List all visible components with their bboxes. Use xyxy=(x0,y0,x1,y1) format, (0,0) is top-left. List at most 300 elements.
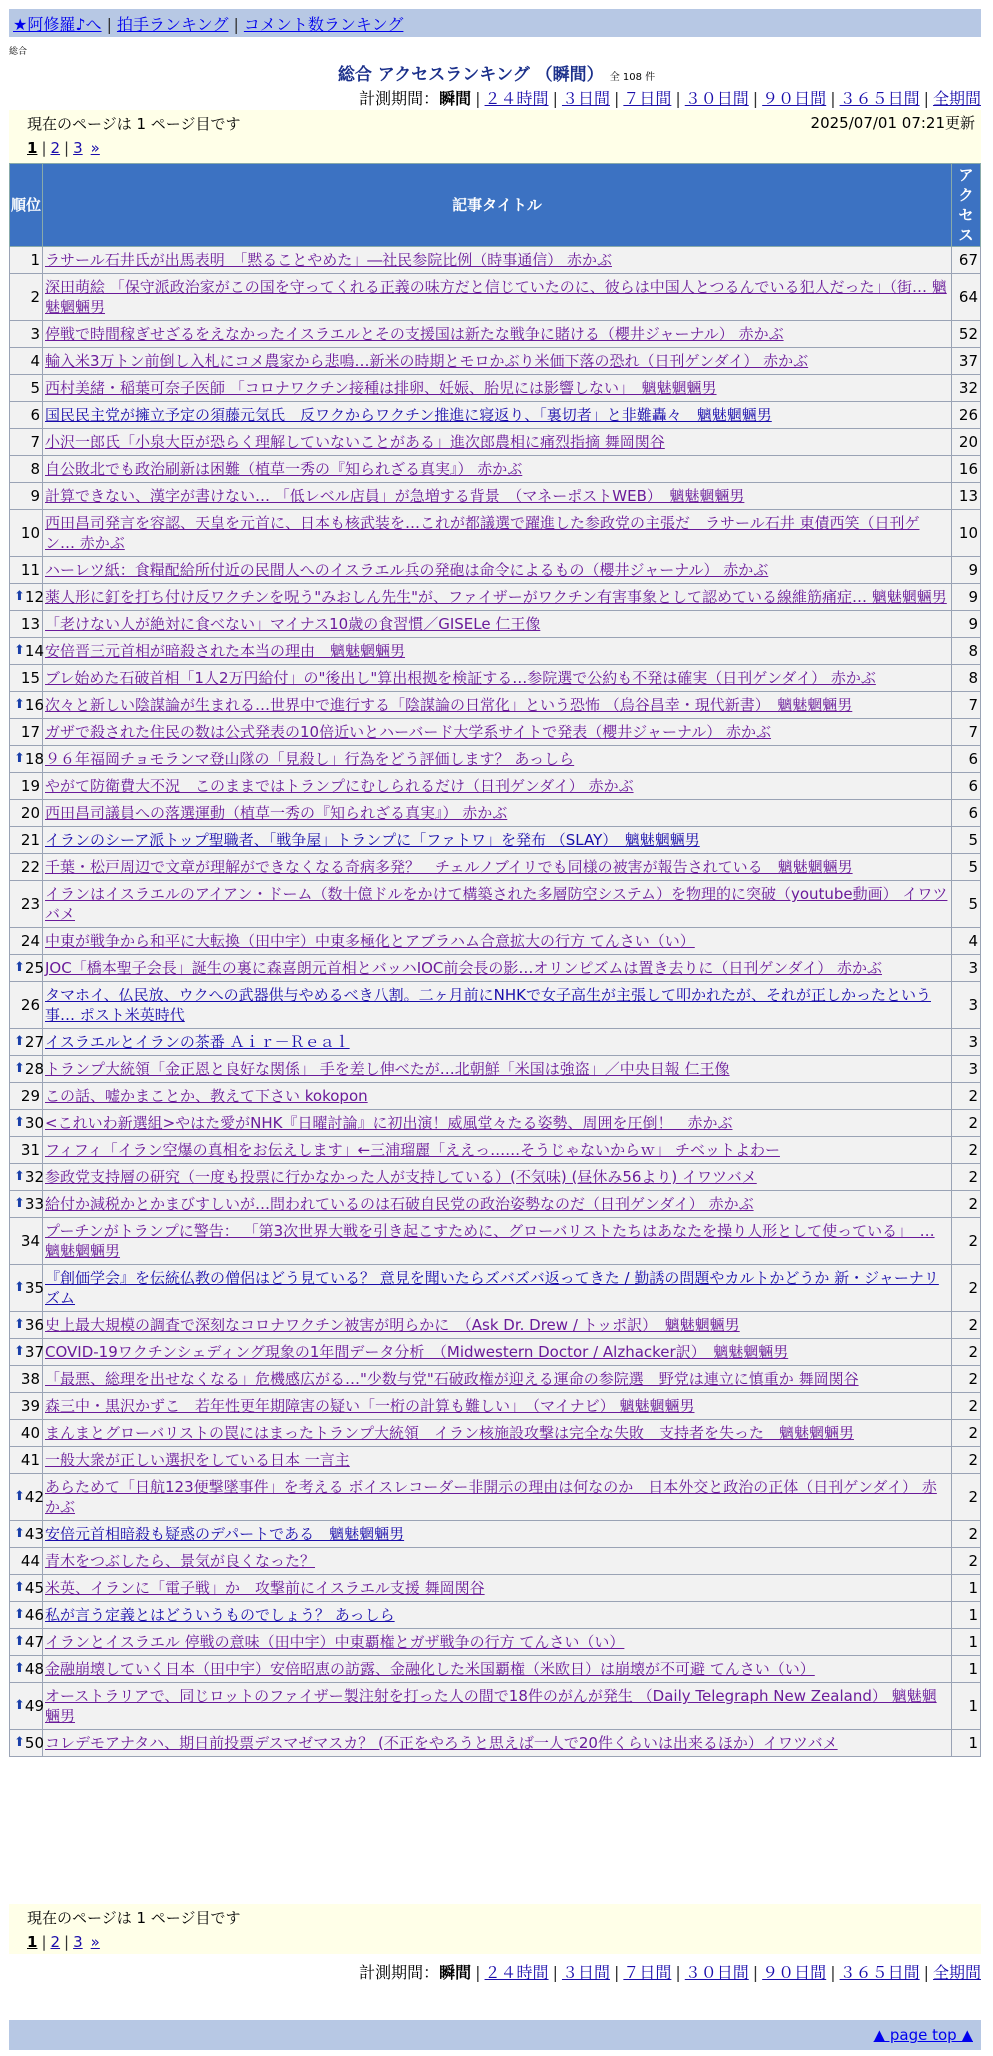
table-row xyxy=(10,1218,981,1265)
rank-up-arrow-icon: ⬆ xyxy=(14,1607,25,1622)
rank-number: 12 xyxy=(24,588,44,606)
rank-number: 24 xyxy=(20,932,40,950)
article-title-link[interactable]: <これいわ新選組>やはた愛がNHK『日曜討論』に初出演！威風堂々たる姿勢、周囲を圧倒！ 赤かぶ xyxy=(45,1114,733,1132)
period-link-3-bottom[interactable]: ３０日間 xyxy=(684,1963,749,1982)
title-cell xyxy=(43,1656,952,1683)
rank-number: 29 xyxy=(20,1087,40,1105)
rank-cell xyxy=(10,1474,43,1521)
rank-up-arrow-icon: ⬆ xyxy=(14,1526,25,1541)
period-link-4[interactable]: ９０日間 xyxy=(762,89,827,108)
period-link-2[interactable]: ７日間 xyxy=(623,89,672,108)
article-title-link[interactable]: 青木をつぶしたら、景気が良くなった？ xyxy=(45,1552,316,1570)
access-count: 2 xyxy=(952,1218,981,1265)
access-count: 1 xyxy=(952,1730,981,1757)
access-column-header: アクセス xyxy=(952,164,981,247)
access-count: 2 xyxy=(952,1393,981,1420)
rank-up-arrow-icon: ⬆ xyxy=(14,1735,25,1750)
access-count: 3 xyxy=(952,955,981,982)
page-link-1-bottom[interactable]: 3 xyxy=(73,1933,83,1951)
table-row xyxy=(10,1056,981,1083)
title-cell xyxy=(43,1029,952,1056)
article-title-link[interactable]: フィフィ「イラン空爆の真相をお伝えします」←三浦瑠麗「ええっ……そうじゃないからｗ」 チベットよわー xyxy=(45,1141,780,1159)
rank-up-arrow-icon: ⬆ xyxy=(14,697,25,712)
table-row xyxy=(10,1420,981,1447)
rank-cell xyxy=(10,692,43,719)
title-cell xyxy=(43,1474,952,1521)
rank-number: 48 xyxy=(24,1660,44,1678)
rank-cell xyxy=(10,638,43,665)
access-count: 2 xyxy=(952,1548,981,1575)
access-count: 37 xyxy=(952,348,981,375)
article-title-link[interactable]: 「最悪、総理を出せなくなる」危機感広がる…"少数与党"石破政権が迎える運命の参院選 野党は連立に慎重か 舞岡関谷 xyxy=(45,1370,859,1388)
article-title-link[interactable]: 金融崩壊していく日本（田中宇）安倍昭恵の訪露、金融化した米国覇権（米欧日）は崩壊が不可避 てんさい（い） xyxy=(45,1660,815,1678)
table-row xyxy=(10,746,981,773)
rank-cell xyxy=(10,665,43,692)
rank-number: 47 xyxy=(24,1633,44,1651)
access-count: 2 xyxy=(952,1447,981,1474)
rank-number: 45 xyxy=(24,1579,44,1597)
access-count: 8 xyxy=(952,638,981,665)
table-row xyxy=(10,638,981,665)
rank-cell xyxy=(10,584,43,611)
page-current: 1 xyxy=(27,139,38,157)
period-selector-bottom xyxy=(359,1960,981,1983)
title-cell xyxy=(43,1393,952,1420)
access-count: 10 xyxy=(952,510,981,557)
rank-cell xyxy=(10,1137,43,1164)
title-cell xyxy=(43,456,952,483)
rank-number: 13 xyxy=(20,615,40,633)
page-title xyxy=(0,60,993,85)
rank-number: 26 xyxy=(20,996,40,1014)
period-separator: | xyxy=(613,1963,620,1982)
access-count: 7 xyxy=(952,719,981,746)
article-title-link[interactable]: 参政党支持層の研究（一度も投票に行かなかった人が支持している）(不気味) (昼休み56より) イワツバメ xyxy=(45,1168,757,1186)
page-link-2[interactable]: » xyxy=(90,139,100,157)
period-current: 瞬間 xyxy=(439,89,472,108)
rank-up-arrow-icon: ⬆ xyxy=(14,1061,25,1076)
comment-ranking-link[interactable]: コメント数ランキング xyxy=(243,15,404,34)
table-row xyxy=(10,1110,981,1137)
rank-cell xyxy=(10,1730,43,1757)
page-separator: | xyxy=(41,139,47,157)
table-row xyxy=(10,1656,981,1683)
rank-number: 50 xyxy=(24,1734,44,1752)
table-row xyxy=(10,402,981,429)
rank-cell xyxy=(10,1575,43,1602)
article-title-link[interactable]: コレデモアナタハ、期日前投票デスマゼマスカ？ (不正をやろうと思えば一人で20件くらいは出来るほか）イワツバメ xyxy=(45,1734,838,1752)
page-top-link[interactable]: ▲ page top ▲ xyxy=(873,2026,973,2044)
title-cell xyxy=(43,1137,952,1164)
access-count: 3 xyxy=(952,982,981,1029)
access-count: 67 xyxy=(952,247,981,274)
period-link-2-bottom[interactable]: ７日間 xyxy=(623,1963,672,1982)
article-title-link[interactable]: オーストラリアで、同じロットのファイザー製注射を打った人の間で18件のがんが発生 （Daily Telegraph New Zealand） 魑魅魍魎男 xyxy=(45,1687,937,1725)
page-link-2-bottom[interactable]: » xyxy=(90,1933,100,1951)
rank-cell xyxy=(10,1164,43,1191)
applause-ranking-link[interactable]: 拍手ランキング xyxy=(116,15,229,34)
period-label-bottom: 計測期間： xyxy=(359,1963,440,1982)
access-count: 4 xyxy=(952,928,981,955)
table-row xyxy=(10,1366,981,1393)
rank-cell xyxy=(10,982,43,1029)
rank-number: 33 xyxy=(24,1195,44,1213)
table-row xyxy=(10,247,981,274)
rank-number: 5 xyxy=(30,379,40,397)
rank-number: 27 xyxy=(24,1033,44,1051)
period-link-5-bottom[interactable]: ３６５日間 xyxy=(839,1963,920,1982)
title-cell xyxy=(43,348,952,375)
pager-bottom xyxy=(9,1904,981,1954)
article-title-link[interactable]: 西村美緒・稲葉可奈子医師 「コロナワクチン接種は排卵、妊娠、胎児には影響しない」 魑魅魍魎男 xyxy=(45,379,717,397)
article-title-link[interactable]: COVID-19ワクチンシェディング現象の1年間データ分析 （Midwestern Doctor / Alzhacker訳） 魑魅魍魎男 xyxy=(45,1343,789,1361)
rank-number: 39 xyxy=(20,1397,40,1415)
article-title-link[interactable]: 自公敗北でも政治刷新は困難（植草一秀の『知られざる真実』） 赤かぶ xyxy=(45,460,523,478)
period-separator: | xyxy=(752,89,759,108)
rank-up-arrow-icon: ⬆ xyxy=(14,1634,25,1649)
article-title-link[interactable]: 輸入米3万トン前倒し入札にコメ農家から悲鳴…新米の時期とモロかぶり米価下落の恐れ（日刊ゲンダイ） 赤かぶ xyxy=(45,352,809,370)
title-cell xyxy=(43,1730,952,1757)
rank-cell xyxy=(10,1548,43,1575)
rank-cell xyxy=(10,955,43,982)
table-row xyxy=(10,1474,981,1521)
rank-cell xyxy=(10,557,43,584)
access-count: 9 xyxy=(952,557,981,584)
title-cell xyxy=(43,1218,952,1265)
access-count: 2 xyxy=(952,1521,981,1548)
rank-cell xyxy=(10,1393,43,1420)
article-title-link[interactable]: 停戦で時間稼ぎせざるをえなかったイスラエルとその支援国は新たな戦争に賭ける（櫻井ジャーナル） 赤かぶ xyxy=(45,325,784,343)
rank-up-arrow-icon: ⬆ xyxy=(14,1661,25,1676)
rank-number: 41 xyxy=(20,1451,40,1469)
rank-cell xyxy=(10,1420,43,1447)
rank-number: 10 xyxy=(20,524,40,542)
article-title-link[interactable]: 薬人形に釘を打ち付け反ワクチンを呪う"みおしん先生"が、ファイザーがワクチン有害事象として認めている線維筋痛症… 魑魅魍魎男 xyxy=(45,588,947,606)
title-cell xyxy=(43,1548,952,1575)
article-title-link[interactable]: JOC「橋本聖子会長」誕生の裏に森喜朗元首相とバッハIOC前会長の影…オリンピズムは置き去りに（日刊ゲンダイ） 赤かぶ xyxy=(45,959,882,977)
rank-number: 20 xyxy=(20,804,40,822)
title-cell xyxy=(43,719,952,746)
access-count: 6 xyxy=(952,800,981,827)
rank-number: 17 xyxy=(20,723,40,741)
title-cell xyxy=(43,827,952,854)
access-count: 2 xyxy=(952,1137,981,1164)
title-cell xyxy=(43,375,952,402)
period-separator: | xyxy=(923,1963,929,1982)
rank-number: 15 xyxy=(20,669,40,687)
title-cell xyxy=(43,854,952,881)
access-count: 2 xyxy=(952,1265,981,1312)
title-cell xyxy=(43,1083,952,1110)
rank-up-arrow-icon: ⬆ xyxy=(14,1344,25,1359)
table-row xyxy=(10,1548,981,1575)
article-title-link[interactable]: 一般大衆が正しい選択をしている日本 一言主 xyxy=(45,1451,350,1469)
access-count: 5 xyxy=(952,854,981,881)
access-count: 20 xyxy=(952,429,981,456)
rank-number: 3 xyxy=(30,325,40,343)
table-row xyxy=(10,982,981,1029)
table-row xyxy=(10,881,981,928)
rank-cell xyxy=(10,881,43,928)
table-row xyxy=(10,274,981,321)
article-title-link[interactable]: イランはイスラエルのアイアン・ドーム（数十億ドルをかけて構築された多層防空システム）を物理的に突破（youtube動画） イワツバメ xyxy=(45,885,948,923)
article-title-link[interactable]: 「老けない人が絶対に食べない」マイナス10歳の食習慣／GISELe 仁王像 xyxy=(45,615,541,633)
title-cell xyxy=(43,1339,952,1366)
rank-cell xyxy=(10,1110,43,1137)
article-title-link[interactable]: トランプ大統領「金正恩と良好な関係」 手を差し伸べたが…北朝鮮「米国は強盗」／中央日報 仁王像 xyxy=(45,1060,730,1078)
page-separator: | xyxy=(64,1933,70,1951)
period-separator: | xyxy=(552,1963,558,1982)
title-cell xyxy=(43,1521,952,1548)
article-title-link[interactable]: 史上最大規模の調査で深刻なコロナワクチン被害が明らかに （Ask Dr. Drew / トッポ訳） 魑魅魍魎男 xyxy=(45,1316,740,1334)
article-title-link[interactable]: 中東が戦争から和平に大転換（田中宇）中東多極化とアブラハム合意拡大の行方 てんさい（い） xyxy=(45,932,695,950)
rank-cell xyxy=(10,928,43,955)
article-title-link[interactable]: イランとイスラエル 停戦の意味（田中宇）中東覇権とガザ戦争の行方 てんさい（い） xyxy=(45,1633,625,1651)
rank-number: 21 xyxy=(20,831,40,849)
rank-number: 2 xyxy=(30,288,40,306)
access-count: 52 xyxy=(952,321,981,348)
title-cell xyxy=(43,928,952,955)
period-link-6-bottom[interactable]: 全期間 xyxy=(932,1963,981,1982)
access-count: 1 xyxy=(952,1575,981,1602)
rank-number: 14 xyxy=(24,642,44,660)
access-count: 32 xyxy=(952,375,981,402)
access-count: 8 xyxy=(952,665,981,692)
rank-cell xyxy=(10,1602,43,1629)
rank-number: 4 xyxy=(30,352,40,370)
page-link-1[interactable]: 3 xyxy=(73,139,83,157)
table-row xyxy=(10,1029,981,1056)
title-cell xyxy=(43,1602,952,1629)
access-count: 1 xyxy=(952,1656,981,1683)
rank-up-arrow-icon: ⬆ xyxy=(14,1169,25,1184)
article-title-link[interactable]: 千葉・松戸周辺で文章が理解ができなくなる奇病多発？ チェルノブイリでも同様の被害が報告されている 魑魅魍魎男 xyxy=(45,858,853,876)
period-link-1-bottom[interactable]: ３日間 xyxy=(561,1963,610,1982)
period-current-bottom: 瞬間 xyxy=(439,1963,472,1982)
table-row xyxy=(10,429,981,456)
period-separator: | xyxy=(552,89,558,108)
table-row xyxy=(10,692,981,719)
access-count: 2 xyxy=(952,1366,981,1393)
rank-number: 42 xyxy=(24,1488,44,1506)
rank-cell xyxy=(10,1521,43,1548)
title-cell xyxy=(43,881,952,928)
access-count: 2 xyxy=(952,1164,981,1191)
title-cell xyxy=(43,274,952,321)
title-cell xyxy=(43,692,952,719)
rank-cell xyxy=(10,1339,43,1366)
article-title-link[interactable]: 小沢一郎氏「小泉大臣が恐らく理解していないことがある」進次郎農相に痛烈指摘 舞岡関谷 xyxy=(45,433,665,451)
table-row xyxy=(10,827,981,854)
article-title-link[interactable]: やがて防衛費大不況 このままではトランプにむしられるだけ（日刊ゲンダイ） 赤かぶ xyxy=(45,777,634,795)
page-link-0[interactable]: 2 xyxy=(50,139,61,157)
period-separator: | xyxy=(830,89,836,108)
rank-number: 40 xyxy=(20,1424,40,1442)
table-row xyxy=(10,665,981,692)
table-row xyxy=(10,955,981,982)
access-count: 9 xyxy=(952,584,981,611)
rank-cell xyxy=(10,483,43,510)
access-count: 6 xyxy=(952,773,981,800)
rank-cell xyxy=(10,247,43,274)
article-title-link[interactable]: 西田昌司議員への落選運動（植草一秀の『知られざる真実』） 赤かぶ xyxy=(45,804,508,822)
title-cell xyxy=(43,800,952,827)
article-title-link[interactable]: 『創価学会』を伝統仏教の僧侶はどう見ている？ 意見を聞いたらズバズバ返ってきた / 勤誘の問題やカルトかどうか 新・ジャーナリズム xyxy=(45,1269,939,1307)
article-title-link[interactable]: 安倍元首相暗殺も疑惑のデパートである 魑魅魍魎男 xyxy=(45,1525,405,1543)
rank-number: 7 xyxy=(30,433,40,451)
rank-number: 43 xyxy=(24,1525,44,1543)
article-title-link[interactable]: タマホイ、仏民放、ウクへの武器供与やめるべき八割。二ヶ月前にNHKで女子高生が主張して叩かれたが、それが正しかったという事… ポスト米英時代 xyxy=(45,986,931,1024)
access-count: 5 xyxy=(952,881,981,928)
rank-number: 22 xyxy=(20,858,40,876)
article-title-link[interactable]: この話、嘘かまことか、教えて下さい kokopon xyxy=(45,1087,368,1105)
rank-number: 31 xyxy=(20,1141,40,1159)
article-title-link[interactable]: 米英、イランに「電子戦」か 攻撃前にイスラエル支援 舞岡関谷 xyxy=(45,1579,485,1597)
article-title-link[interactable]: ラサール石井氏が出馬表明 「黙ることやめた」―社民参院比例（時事通信） 赤かぶ xyxy=(45,251,612,269)
table-row xyxy=(10,1629,981,1656)
title-cell xyxy=(43,510,952,557)
table-row xyxy=(10,1265,981,1312)
article-title-link[interactable]: イスラエルとイランの茶番 Ａｉｒ－Ｒｅａｌ xyxy=(45,1033,350,1051)
rank-cell xyxy=(10,402,43,429)
title-cell xyxy=(43,1056,952,1083)
access-count: 64 xyxy=(952,274,981,321)
page-links xyxy=(27,136,971,160)
rank-number: 37 xyxy=(24,1343,44,1361)
article-title-link[interactable]: ガザで殺された住民の数は公式発表の10倍近いとハーバード大学系サイトで発表（櫻井ジャーナル） 赤かぶ xyxy=(45,723,772,741)
article-title-link[interactable]: 西田昌司発言を容認、天皇を元首に、日本も核武装を…これが都議選で躍進した参政党の主張だ ラサール石井 東債西笑（日刊ゲン… 赤かぶ xyxy=(45,514,920,552)
rank-cell xyxy=(10,1683,43,1730)
page-separator: | xyxy=(64,139,70,157)
article-title-link[interactable]: 安倍晋三元首相が暗殺された本当の理由 魑魅魍魎男 xyxy=(45,642,406,660)
table-row xyxy=(10,611,981,638)
title-cell xyxy=(43,557,952,584)
period-link-0-bottom[interactable]: ２４時間 xyxy=(484,1963,549,1982)
title-cell xyxy=(43,1191,952,1218)
update-time: 2025/07/01 07:21更新 xyxy=(810,114,975,132)
article-title-link[interactable]: 国民民主党が擁立予定の須藤元気氏 反ワクからワクチン推進に寝返り、「裏切者」と非難轟々 魑魅魍魎男 xyxy=(45,406,772,424)
current-page-text: 現在のページは 1 ページ目です xyxy=(27,115,241,133)
current-page-text-bottom: 現在のページは 1 ページ目です xyxy=(27,1909,241,1927)
article-title-link[interactable]: 森三中・黒沢かずこ 若年性更年期障害の疑い「一桁の計算も難しい」 （マイナビ） 魑魅魍魎男 xyxy=(45,1397,695,1415)
table-row xyxy=(10,719,981,746)
table-row xyxy=(10,1575,981,1602)
rank-number: 23 xyxy=(20,895,40,913)
rank-up-arrow-icon: ⬆ xyxy=(14,1580,25,1595)
table-row xyxy=(10,1602,981,1629)
title-cell xyxy=(43,773,952,800)
rank-number: 19 xyxy=(20,777,40,795)
period-selector-top xyxy=(359,86,981,109)
access-count: 2 xyxy=(952,1474,981,1521)
table-row xyxy=(10,1083,981,1110)
ranking-title: 総合 アクセスランキング （瞬間） xyxy=(337,65,604,85)
access-count: 2 xyxy=(952,1420,981,1447)
page-current-bottom: 1 xyxy=(27,1933,38,1951)
access-count: 9 xyxy=(952,611,981,638)
rank-up-arrow-icon: ⬆ xyxy=(14,1196,25,1211)
rank-number: 44 xyxy=(20,1552,40,1570)
table-row xyxy=(10,483,981,510)
rank-cell xyxy=(10,1366,43,1393)
rank-number: 30 xyxy=(24,1114,44,1132)
rank-cell xyxy=(10,375,43,402)
table-row xyxy=(10,557,981,584)
table-row xyxy=(10,1730,981,1757)
article-title-link[interactable]: 計算できない、漢字が書けない… 「低レベル店員」が急増する背景 （マネーポストWEB） 魑魅魍魎男 xyxy=(45,487,745,505)
table-row xyxy=(10,456,981,483)
period-link-3[interactable]: ３０日間 xyxy=(684,89,749,108)
period-link-6[interactable]: 全期間 xyxy=(932,89,981,108)
period-separator: | xyxy=(613,89,620,108)
article-title-link[interactable]: プーチンがトランプに警告： 「第3次世界大戦を引き起こすために、グローバリストたちはあなたを操り人形として使っている」 … 魑魅魍魎男 xyxy=(45,1222,935,1260)
title-cell xyxy=(43,611,952,638)
rank-number: 46 xyxy=(24,1606,44,1624)
pager-top xyxy=(9,110,981,163)
period-separator: | xyxy=(675,89,681,108)
table-row xyxy=(10,510,981,557)
article-title-link[interactable]: ブレ始めた石破首相「1人2万円給付」の"後出し"算出根拠を検証する…参院選で公約も不発は確実（日刊ゲンダイ） 赤かぶ xyxy=(45,669,876,687)
table-row xyxy=(10,321,981,348)
article-title-link[interactable]: ９６年福岡チョモランマ登山隊の「見殺し」行為をどう評価します？ あっしら xyxy=(45,750,575,768)
period-separator: | xyxy=(475,89,481,108)
access-count: 2 xyxy=(952,1083,981,1110)
access-count: 1 xyxy=(952,1629,981,1656)
access-count: 5 xyxy=(952,827,981,854)
table-row xyxy=(10,1312,981,1339)
table-row xyxy=(10,1393,981,1420)
home-link[interactable]: ★阿修羅♪へ xyxy=(13,15,102,34)
period-link-0[interactable]: ２４時間 xyxy=(484,89,549,108)
article-title-link[interactable]: 次々と新しい陰謀論が生まれる…世界中で進行する「陰謀論の日常化」という恐怖 （烏谷昌幸・現代新書） 魑魅魍魎男 xyxy=(45,696,853,714)
title-cell xyxy=(43,483,952,510)
article-title-link[interactable]: あらためて「日航123便撃墜事件」を考える ボイスレコーダー非開示の理由は何なのか 日本外交と政治の正体（日刊ゲンダイ） 赤かぶ xyxy=(45,1478,937,1516)
rank-cell xyxy=(10,719,43,746)
rank-cell xyxy=(10,1083,43,1110)
rank-number: 8 xyxy=(30,460,40,478)
rank-column-header: 順位 xyxy=(10,164,43,247)
period-link-1[interactable]: ３日間 xyxy=(561,89,610,108)
access-count: 1 xyxy=(952,1683,981,1730)
access-count: 2 xyxy=(952,1312,981,1339)
top-nav-bar: ★阿修羅♪へ | 拍手ランキング | コメント数ランキング xyxy=(9,9,981,37)
rank-cell xyxy=(10,1312,43,1339)
period-separator: | xyxy=(675,1963,681,1982)
access-count: 7 xyxy=(952,692,981,719)
table-row xyxy=(10,584,981,611)
rank-up-arrow-icon: ⬆ xyxy=(14,589,25,604)
table-row xyxy=(10,928,981,955)
title-cell xyxy=(43,1366,952,1393)
table-row xyxy=(10,375,981,402)
period-link-4-bottom[interactable]: ９０日間 xyxy=(762,1963,827,1982)
table-row xyxy=(10,1191,981,1218)
title-cell xyxy=(43,429,952,456)
title-cell xyxy=(43,746,952,773)
article-title-link[interactable]: ハーレツ紙：食糧配給所付近の民間人へのイスラエル兵の発砲は命令によるもの（櫻井ジャーナル） 赤かぶ xyxy=(45,561,769,579)
bottom-bar xyxy=(9,2020,981,2050)
article-title-link[interactable]: 私が言う定義とはどういうものでしょう？ あっしら xyxy=(45,1606,395,1624)
table-row xyxy=(10,1447,981,1474)
page-link-0-bottom[interactable]: 2 xyxy=(50,1933,61,1951)
period-link-5[interactable]: ３６５日間 xyxy=(839,89,920,108)
article-title-link[interactable]: 給付か減税かとかまびすしいが…問われているのは石破自民党の政治姿勢なのだ（日刊ゲンダイ） 赤かぶ xyxy=(45,1195,754,1213)
article-title-link[interactable]: 深田萌絵 「保守派政治家がこの国を守ってくれる正義の味方だと信じていたのに、彼らは中国人とつるんでいる犯人だった」（街… 魑魅魍魎男 xyxy=(45,278,947,316)
article-title-link[interactable]: イランのシーア派トップ聖職者、「戦争屋」トランプに「ファトワ」を発布 （SLAY） 魑魅魍魎男 xyxy=(45,831,700,849)
rank-up-arrow-icon: ⬆ xyxy=(14,1034,25,1049)
title-cell xyxy=(43,402,952,429)
article-title-link[interactable]: まんまとグローバリストの罠にはまったトランプ大統領 イラン核施設攻撃は完全な失敗 支持者を失った 魑魅魍魎男 xyxy=(45,1424,854,1442)
